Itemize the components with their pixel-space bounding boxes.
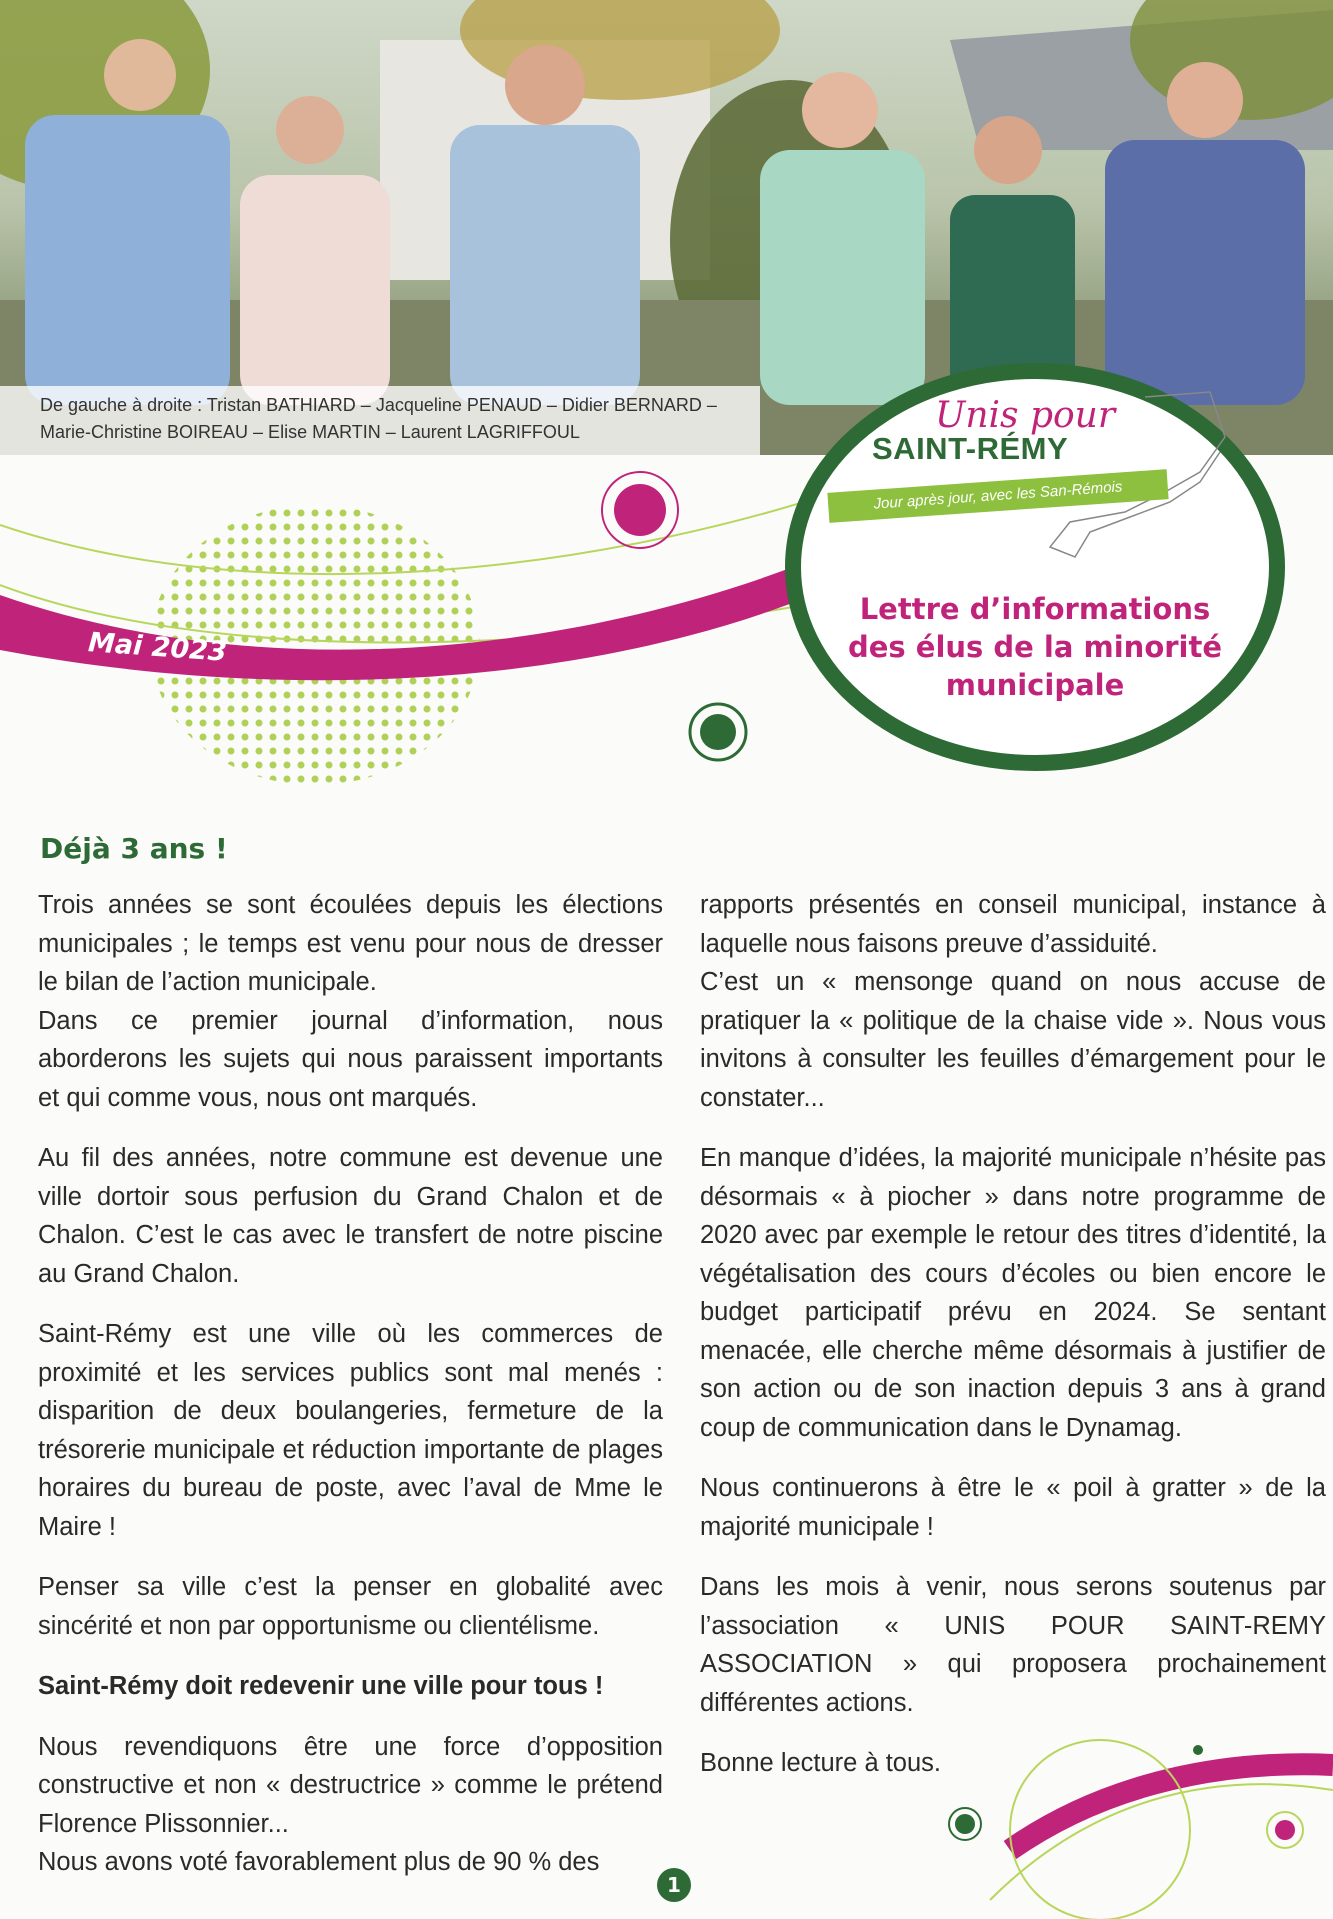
paragraph: Au fil des années, notre commune est devenue une ville dortoir sous perfusion du Grand Chalon et de Chalon. C’est le cas avec le transfert de notre piscine au Grand Chalon. <box>38 1144 663 1288</box>
letter-title-line-1: Lettre d’informations <box>859 592 1211 626</box>
caption-line-1: De gauche à droite : Tristan BATHIARD – Jacqueline PENAUD – Didier BERNARD – <box>40 395 717 415</box>
person-2 <box>240 96 390 405</box>
paragraph: Nous continuerons à être le « poil à gratter » de la majorité municipale ! <box>700 1474 1326 1541</box>
bottom-decoration <box>930 1720 1333 1919</box>
paragraph: Dans ce premier journal d’information, nous aborderons les sujets qui nous paraissent importants et qui comme vous, nous ont marqués. <box>38 1006 663 1112</box>
paragraph: En manque d’idées, la majorité municipale n’hésite pas désormais « à piocher » dans notre programme de 2020 avec par exemple le retour des titres d’identité, la végétalisation des cours d’écoles ou bien encore le budget participatif prévu en 2024. Se sentant menacée, elle cherche même désormais à justifier de son action ou de son inaction depuis 3 ans à grand coup de communication dans le Dynamag. <box>700 1144 1326 1442</box>
paragraph: Bonne lecture à tous. <box>700 1749 941 1777</box>
article-column-left <box>38 886 663 1904</box>
article-column-right <box>700 886 1326 1805</box>
page-number: 1 <box>657 1868 691 1902</box>
paragraph: Penser sa ville c’est la penser en globalité avec sincérité et non par opportunisme ou clientélisme. <box>38 1573 663 1640</box>
brand-tagline: Jour après jour, avec les San-Rémois <box>827 469 1168 523</box>
article-headline: Déjà 3 ans ! <box>40 832 228 865</box>
letter-title <box>840 590 1230 704</box>
letter-title-line-2: des élus de la minorité <box>847 630 1223 664</box>
paragraph: C’est un « mensonge quand on nous accuse de pratiquer la « politique de la chaise vide ». Nous vous invitons à consulter les feuilles d’émargement pour le constater... <box>700 968 1326 1112</box>
letter-title-line-3: municipale <box>945 668 1125 702</box>
issue-month: Mai 2023 <box>87 627 228 668</box>
caption-line-2: Marie-Christine BOIREAU – Elise MARTIN – Laurent LAGRIFFOUL <box>40 422 580 442</box>
paragraph: Dans les mois à venir, nous serons soutenus par l’association « UNIS POUR SAINT-REMY ASSOCIATION » qui proposera prochainement différentes actions. <box>700 1573 1326 1717</box>
paragraph: Saint-Rémy est une ville où les commerces de proximité et les services publics sont mal menés : disparition de deux boulangeries, fermeture de la trésorerie municipale et réduction importante de plages horaires du bureau de poste, avec l’aval de Mme le Maire ! <box>38 1320 663 1541</box>
article-subhead: Saint-Rémy doit redevenir une ville pour tous ! <box>38 1672 604 1700</box>
paragraph: rapports présentés en conseil municipal, instance à laquelle nous faisons preuve d’assiduité. <box>700 891 1326 958</box>
paragraph: Trois années se sont écoulées depuis les élections municipales ; le temps est venu pour nous de dresser le bilan de l’action municipale. <box>38 891 663 996</box>
paragraph: Nous revendiquons être une force d’opposition constructive et non « destructrice » comme le prétend Florence Plissonnier... <box>38 1732 663 1838</box>
brand-unis-pour: Unis pour <box>935 395 1116 436</box>
brand-saint-remy: SAINT-RÉMY <box>872 431 1069 466</box>
paragraph: Nous avons voté favorablement plus de 90 % des <box>38 1848 600 1876</box>
